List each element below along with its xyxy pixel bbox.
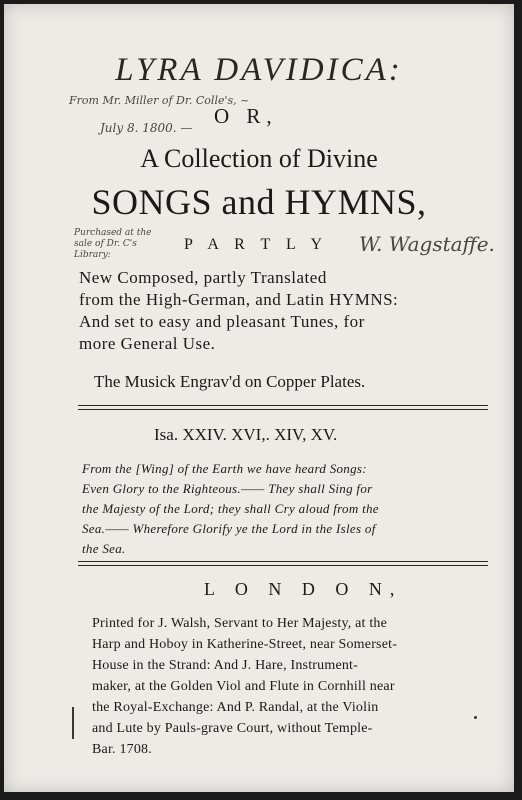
city-heading: L O N D O N, xyxy=(204,579,403,599)
description-line-4: more General Use. xyxy=(79,334,216,353)
description-line-2: from the High-German, and Latin HYMNS: xyxy=(79,290,399,309)
imprint-line-4: maker, at the Golden Viol and Flute in Cornhill near xyxy=(92,679,395,694)
description-line-3: And set to easy and pleasant Tunes, for xyxy=(79,312,365,331)
handwritten-date-note: July 8. 1800. — xyxy=(100,121,193,135)
quote-line-4: Sea.—— Wherefore Glorify ye the Lord in the Isles of xyxy=(82,521,376,536)
musick-note: The Musick Engrav'd on Copper Plates. xyxy=(94,372,366,391)
imprint-line-5: the Royal-Exchange: And P. Randal, at the Violin xyxy=(92,700,379,715)
quote-line-3: the Majesty of the Lord; they shall Cry aloud from the xyxy=(82,501,379,516)
handwritten-purchase-note: Purchased at the sale of Dr. C's Library: xyxy=(74,228,152,260)
ink-speck xyxy=(474,716,477,719)
imprint-line-6: and Lute by Pauls-grave Court, without Temple- xyxy=(92,721,373,736)
imprint-line-2: Harp and Hoboy in Katherine-Street, near Somerset- xyxy=(92,637,398,652)
divider-rule-top xyxy=(78,405,488,406)
imprint-line-3: House in the Strand: And J. Hare, Instrument- xyxy=(92,658,359,673)
handwritten-signature: W. Wagstaffe. xyxy=(359,232,495,256)
title-page xyxy=(4,4,514,792)
quote-line-5: the Sea. xyxy=(82,541,126,556)
divider-rule-top-thin xyxy=(78,409,488,410)
partly-word: P A R T L Y xyxy=(184,236,329,253)
divider-rule-bottom-thin xyxy=(78,565,488,566)
quote-line-1: From the [Wing] of the Earth we have heard Songs: xyxy=(82,461,367,476)
main-title: LYRA DAVIDICA: xyxy=(115,52,403,88)
or-separator: O R, xyxy=(214,104,278,128)
ink-mark xyxy=(72,707,74,739)
divider-rule-bottom xyxy=(78,561,488,562)
imprint-line-1: Printed for J. Walsh, Servant to Her Majesty, at the xyxy=(92,616,388,631)
quote-line-2: Even Glory to the Righteous.—— They shall Sing for xyxy=(82,481,373,496)
imprint-line-7: Bar. 1708. xyxy=(92,742,152,757)
handwritten-provenance-note: From Mr. Miller of Dr. Colle's, ~ xyxy=(69,94,250,107)
scripture-reference: Isa. XXIV. XVI,. XIV, XV. xyxy=(154,425,338,444)
subtitle-songs-hymns: SONGS and HYMNS, xyxy=(91,182,427,222)
description-line-1: New Composed, partly Translated xyxy=(79,268,327,287)
subtitle-collection: A Collection of Divine xyxy=(140,144,378,173)
